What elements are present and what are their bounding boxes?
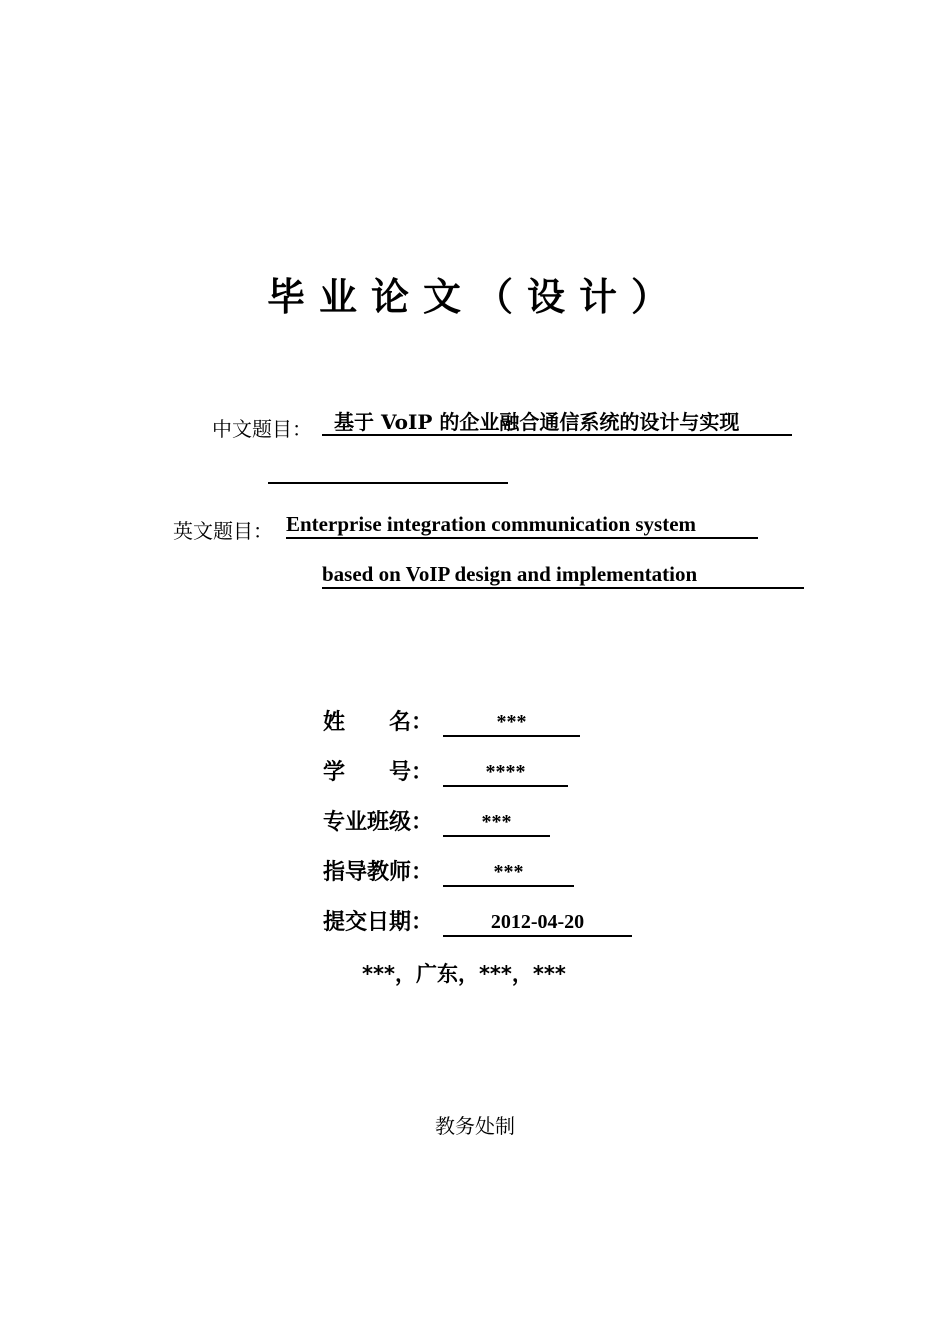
- footer-issuer: 教务处制: [435, 1114, 515, 1138]
- location-text: ***，广东，***，***: [362, 962, 566, 986]
- chinese-title-underline: [268, 480, 508, 484]
- page-title: 毕业论文（设计）: [266, 275, 683, 319]
- advisor-label: 指导教师：: [323, 860, 434, 885]
- name-label: 姓 名：: [323, 710, 434, 735]
- student-id-value: ****: [443, 759, 568, 787]
- student-id-label: 学 号：: [323, 760, 434, 785]
- english-title-line2: based on VoIP design and implementation: [322, 562, 804, 589]
- class-label: 专业班级：: [323, 810, 434, 835]
- english-title-line1: Enterprise integration communication system: [286, 512, 758, 539]
- class-value: ***: [443, 809, 550, 837]
- date-value: 2012-04-20: [443, 909, 632, 937]
- english-title-label: 英文题目：: [173, 519, 273, 543]
- chinese-title-value: 基于 VoIP 的企业融合通信系统的设计与实现: [322, 410, 792, 436]
- date-label: 提交日期：: [323, 910, 434, 935]
- chinese-title-label: 中文题目：: [212, 417, 312, 441]
- name-value: ***: [443, 709, 580, 737]
- advisor-value: ***: [443, 859, 574, 887]
